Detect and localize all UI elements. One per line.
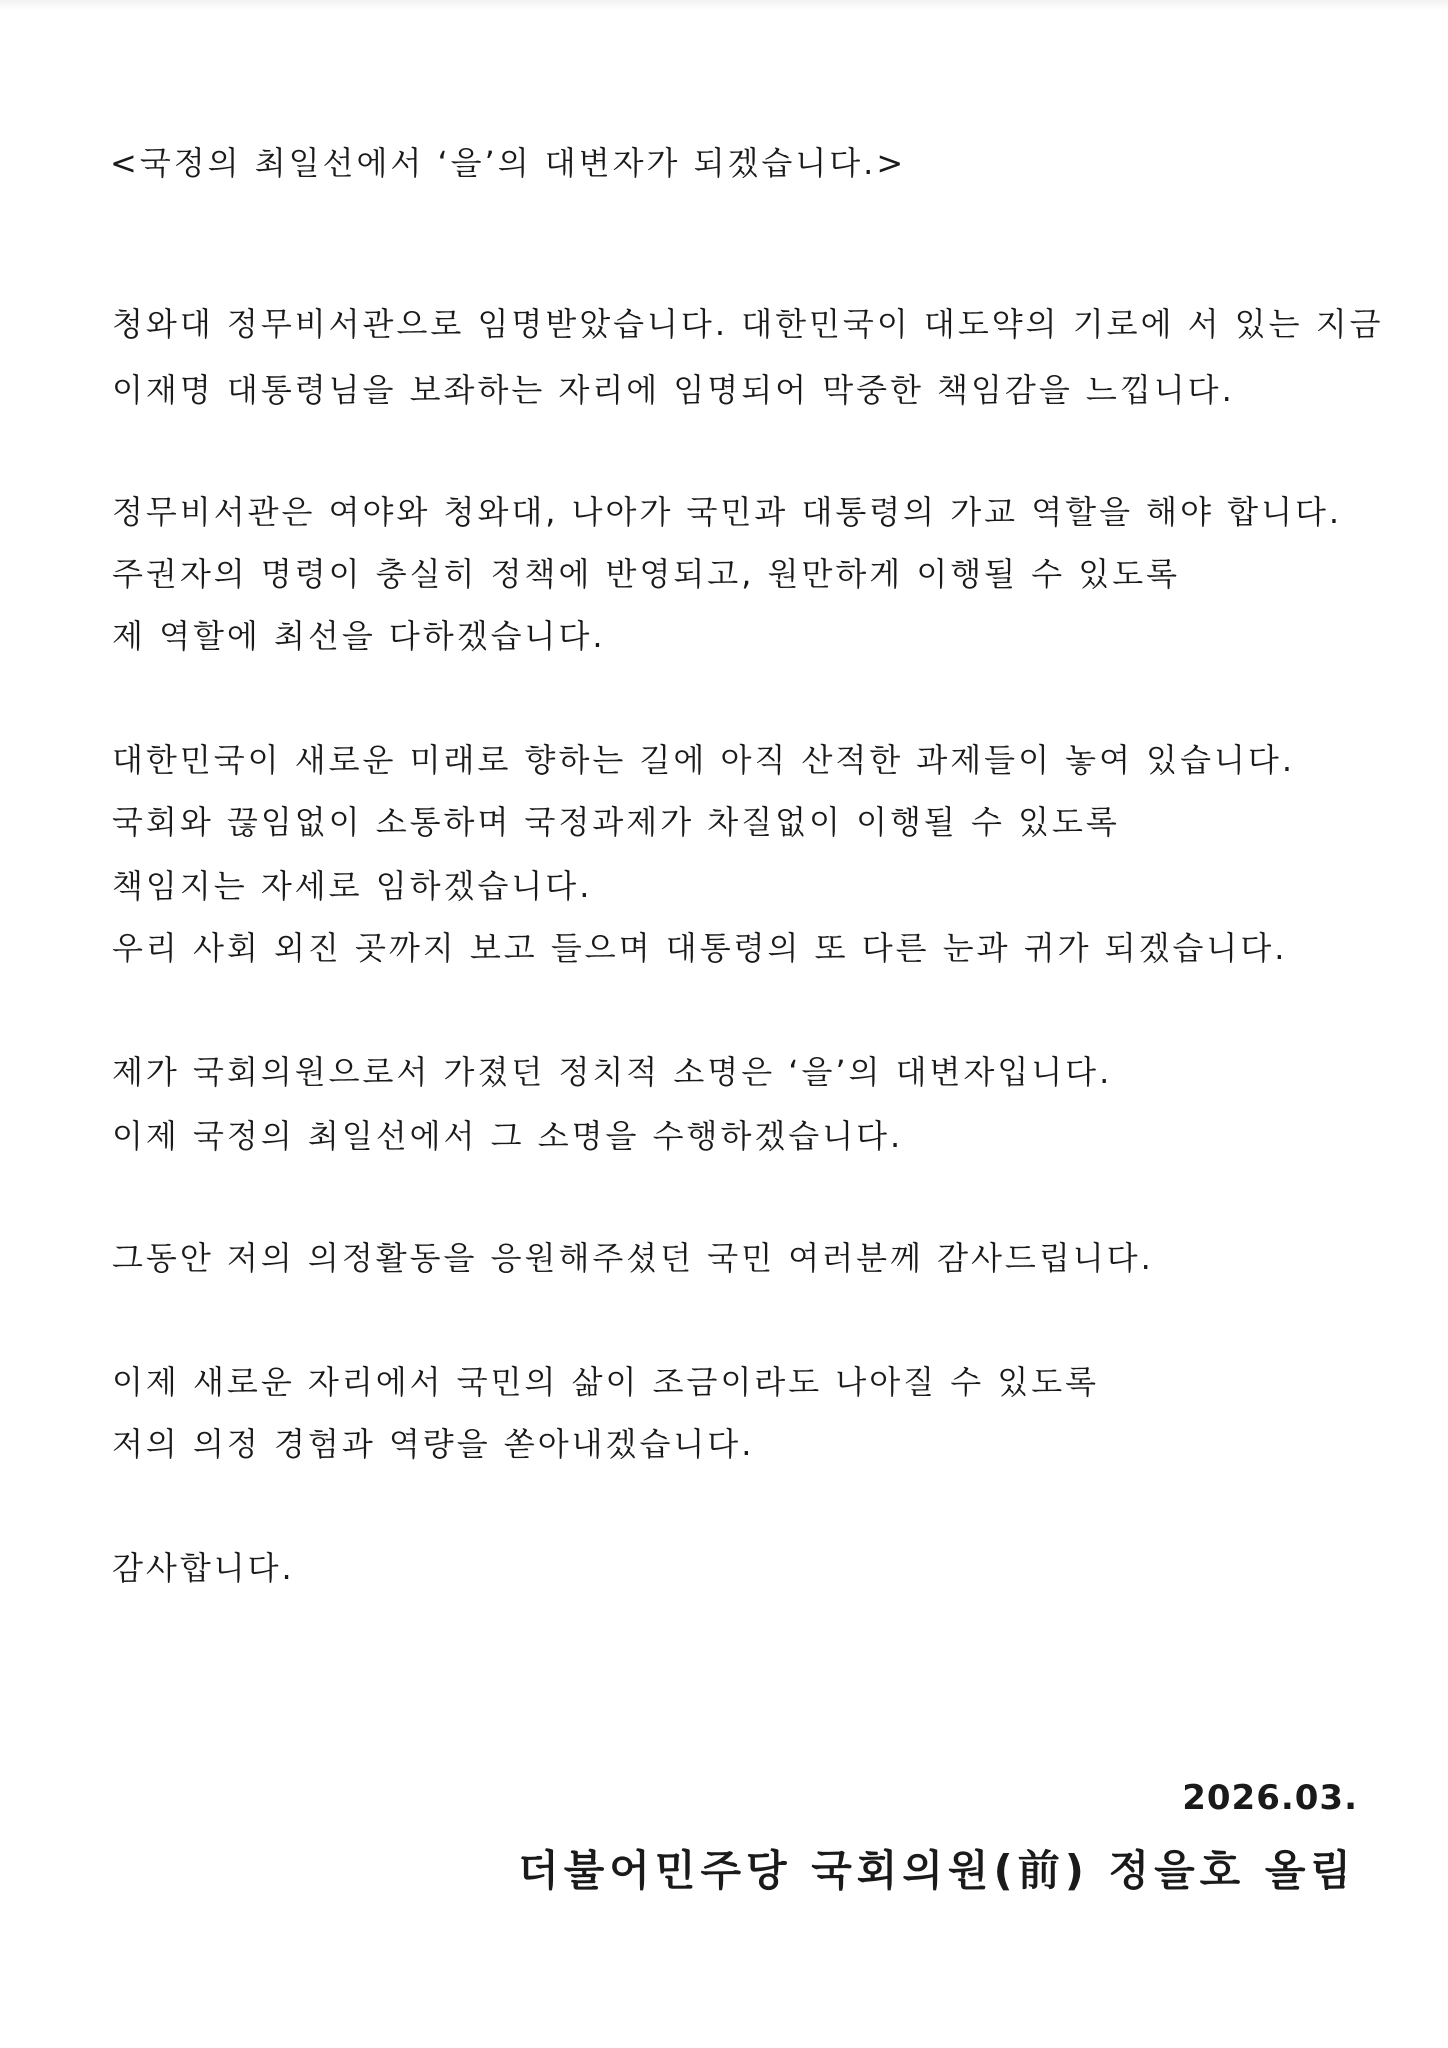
letter-line: 이제 새로운 자리에서 국민의 삶이 조금이라도 나아질 수 있도록: [112, 1363, 1100, 1401]
letter-title: <국정의 최일선에서 ‘을’의 대변자가 되겠습니다.>: [110, 144, 907, 182]
letter-line: 제 역할에 최선을 다하겠습니다.: [112, 617, 606, 655]
letter-line: 우리 사회 외진 곳까지 보고 들으며 대통령의 또 다른 눈과 귀가 되겠습니다.: [112, 929, 1288, 967]
letter-closing: 감사합니다.: [112, 1549, 295, 1587]
letter-line: 국회와 끊임없이 소통하며 국정과제가 차질없이 이행될 수 있도록: [112, 803, 1120, 841]
scan-edge: [0, 0, 1448, 10]
letter-line: 이제 국정의 최일선에서 그 소명을 수행하겠습니다.: [112, 1117, 904, 1155]
letter-line: 청와대 정무비서관으로 임명받았습니다. 대한민국이 대도약의 기로에 서 있는 지금: [112, 305, 1384, 343]
letter-line: 주권자의 명령이 충실히 정책에 반영되고, 원만하게 이행될 수 있도록: [112, 555, 1181, 593]
letter-line: 대한민국이 새로운 미래로 향하는 길에 아직 산적한 과제들이 놓여 있습니다.: [112, 741, 1295, 779]
letter-line: 정무비서관은 여야와 청와대, 나아가 국민과 대통령의 가교 역할을 해야 합니다.: [112, 493, 1343, 531]
letter-line: 제가 국회의원으로서 가졌던 정치적 소명은 ‘을’의 대변자입니다.: [112, 1053, 1113, 1091]
letter-line: 그동안 저의 의정활동을 응원해주셨던 국민 여러분께 감사드립니다.: [112, 1239, 1154, 1277]
letter-line: 저의 의정 경험과 역량을 쏟아내겠습니다.: [112, 1425, 755, 1463]
letter-signature: 더불어민주당 국회의원(前) 정을호 올림: [518, 1846, 1356, 1895]
letter-date: 2026.03.: [1182, 1778, 1358, 1818]
letter-line: 이재명 대통령님을 보좌하는 자리에 임명되어 막중한 책임감을 느낍니다.: [112, 371, 1235, 409]
letter-line: 책임지는 자세로 임하겠습니다.: [112, 867, 593, 905]
